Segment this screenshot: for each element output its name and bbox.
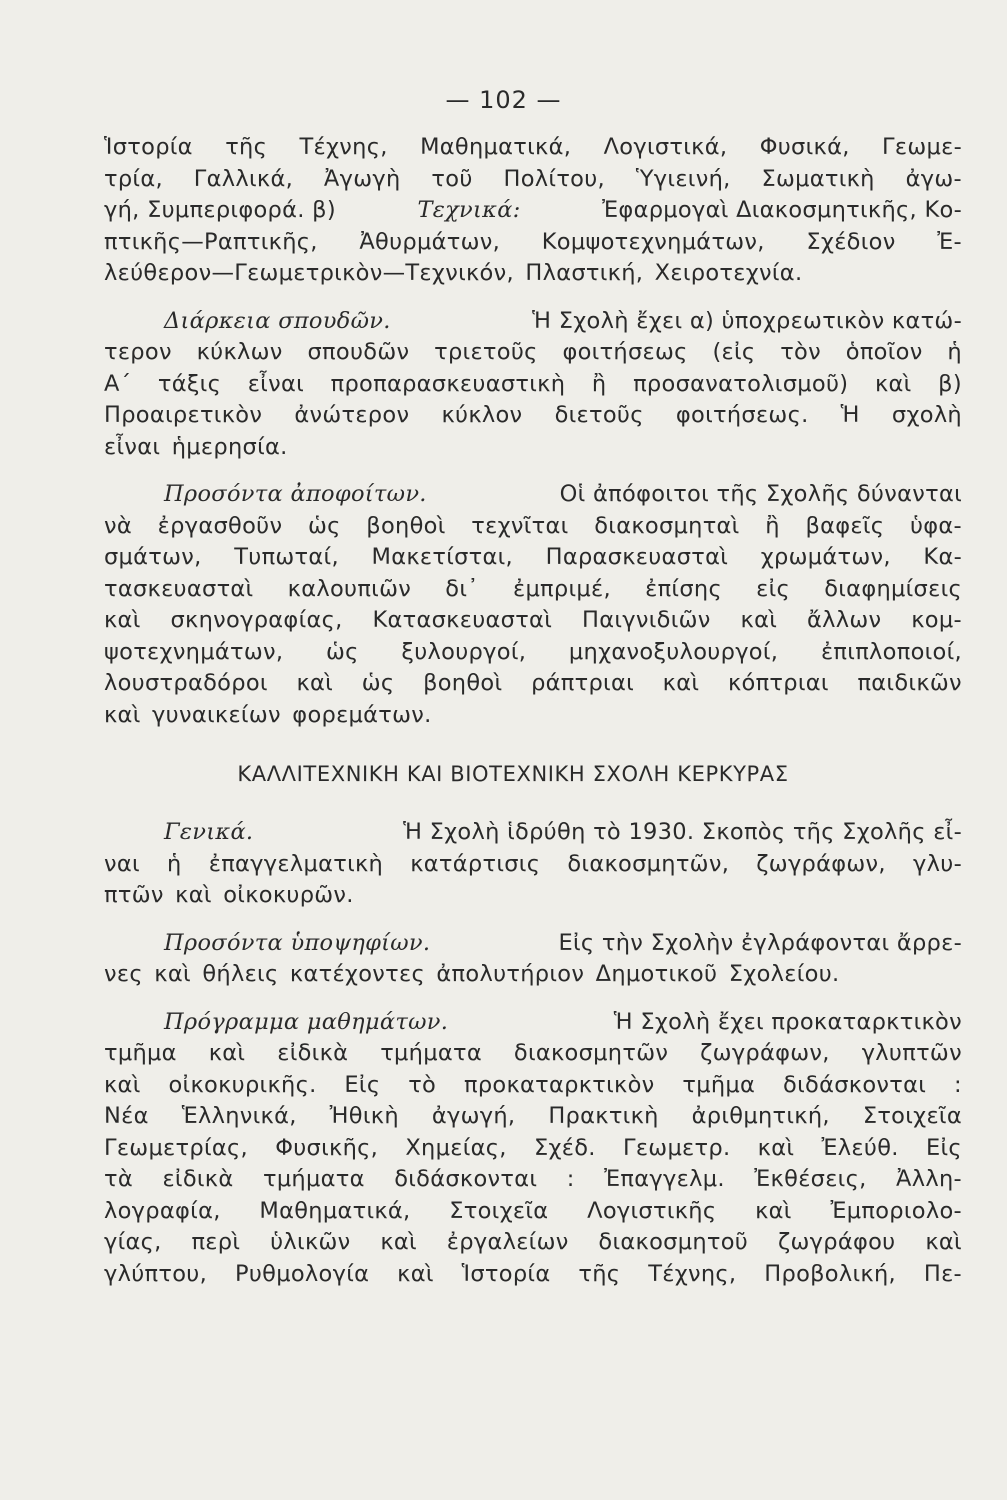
word: ἀγωγή, [431,1103,516,1129]
text-line [104,1101,962,1133]
word: ἄλλων [807,607,882,633]
word: κύκλον [441,402,523,428]
text-line [104,817,962,849]
text-line: πτῶν καὶ οἰκοκυρῶν. [104,882,354,908]
word: εἰδικὰ [277,1040,349,1066]
word: φοιτήσεως. [675,402,809,428]
text-line [104,195,962,227]
text-fragment: Οἱ ἀπόφοιτοι τῆς Σχολῆς δύνανται [559,481,962,507]
word: Ὑγιεινή, [635,165,731,192]
word: καὶ [662,670,700,696]
text-fragment: Ἐφαρμογαὶ Διακοσμητικῆς, Κο- [602,197,962,223]
word: β) [938,370,962,397]
word: Λογιστικῆς [587,1197,717,1224]
text-line: λεύθερον—Γεωμετρικὸν—Τεχνικόν, Πλαστική, Χειροτεχνία. [104,260,803,286]
word: κόπτριαι [727,670,829,696]
word: εἰς [756,575,791,602]
word: τὸν [780,339,821,365]
word: Χημείας, [405,1134,507,1161]
word: τῆς [578,1260,621,1287]
word: Ἡ [840,402,860,428]
word: ἡ [947,339,962,365]
text-line [104,1259,962,1291]
word: Γεωμετρίας, [104,1134,248,1161]
word: Τυπωταί, [234,544,339,570]
text-fragment: Εἰς τὴν Σχολὴν ἐγλράφονται ἄρρε- [558,929,962,956]
word: Ἐπαγγελμ. [604,1166,725,1192]
word: Νέα [104,1103,149,1129]
word: ἀγω- [905,165,962,192]
text-line [104,337,962,369]
paragraph-heading: Γενικά. [164,819,254,845]
word: Ἀλλη- [896,1166,962,1192]
paragraph-candidate-qualifications [104,928,962,991]
text-line: νες καὶ θήλεις κατέχοντες ἀπολυτήριον Δημοτικοῦ Σχολείου. [104,961,840,987]
word: διδάσκονται [394,1166,538,1192]
word: πτικῆς—Ραπτικῆς, [104,228,318,255]
word: ἀριθμητική, [691,1103,830,1129]
word: σκηνογραφίας, [170,607,343,633]
word: τμῆμα [104,1040,177,1066]
word: : [954,1071,962,1098]
word: λουστραδόροι [104,670,268,696]
word: ὁποῖον [845,339,923,365]
word: τασκευασταὶ [104,575,254,602]
word: διαφημίσεις [824,575,962,602]
word: Προαιρετικὸν [104,402,263,428]
word: Μαθηματικά, [259,1197,411,1224]
word: Ἑλληνικά, [181,1103,297,1129]
text-line [104,164,962,196]
word: τρία, [104,165,163,192]
text-line [104,1227,962,1259]
word: Πε- [923,1260,962,1287]
word: καὶ [208,1040,246,1066]
word: Παιγνιδιῶν [581,607,711,633]
paragraph-curriculum [104,1007,962,1291]
word: διακοσμητοῦ [598,1229,749,1255]
word: ἐπαγγελματικὴ [208,850,384,877]
word: βοηθοὶ [366,512,446,539]
word: Ἱστορία [461,1260,551,1287]
word: ὡς [326,638,359,665]
text-line [104,400,962,432]
word: Ἐμποριολο- [830,1197,962,1224]
word: διακοσμητῶν [513,1040,669,1066]
paragraph-subjects [104,132,962,290]
word: χρωμάτων, [760,544,891,570]
paragraph-graduate-qualifications [104,479,962,731]
word: λογραφία, [104,1197,221,1224]
text-line: καὶ γυναικείων φορεμάτων. [104,701,432,728]
word: Στοιχεῖα [449,1197,549,1224]
text-line [104,1133,962,1165]
text-line [104,132,962,164]
word: ζωγράφου [777,1229,896,1255]
word: δι᾽ [445,575,479,602]
word: Α΄ [104,370,132,397]
word: Γαλλικά, [193,165,294,192]
word: διετοῦς [554,402,644,428]
text-line [104,605,962,637]
word: Λογιστικά, [603,134,728,160]
text-fragment: Ἡ Σχολὴ ἔχει α) ὑποχρεωτικὸν κατώ- [532,307,962,334]
word: Σχέδιον [806,228,896,255]
word: Σχέδ. [533,1134,596,1161]
word: ράπτριαι [531,670,635,696]
word: ναι [104,850,140,877]
word: Ἱστορία [104,134,193,160]
word: καὶ [397,1260,434,1287]
word: Ἐ- [937,228,962,255]
word: Ἐλεύθ. [821,1134,899,1161]
word: ἐπίσης [645,575,722,602]
word: καὶ [380,1229,417,1255]
word: τμήματα [380,1040,482,1066]
word: Εἰς [925,1134,962,1161]
word: (εἰς [712,339,756,365]
word: ἀνώτερον [294,402,410,428]
word: Ἐκθέσεις, [754,1166,867,1192]
word: ἐργαλείων [446,1229,569,1255]
word: ζωγράφων, [700,1040,830,1066]
word: Μαθηματικά, [420,134,572,160]
text-line [104,542,962,574]
word: καὶ [296,670,334,696]
word: ἡ [167,850,182,877]
word: ἐπιπλοποιοί, [820,638,962,665]
word: βαφεῖς [805,512,885,539]
word: ὡς [307,512,341,539]
paragraph-heading: Διάρκεια σπουδῶν. [164,307,391,334]
word: γλύπτου, [104,1260,208,1287]
body-text [104,132,962,1290]
text-line [104,1164,962,1196]
text-line [104,637,962,669]
word: διακοσμηταὶ [594,512,740,539]
word: ἢ [765,512,780,539]
word: προπαρασκευαστικὴ [330,370,566,397]
text-fragment: γή, Συμπεριφορά. β) [104,197,336,223]
paragraph-heading: Προσόντα ὑποψηφίων. [164,929,431,956]
word: Τέχνης, [648,1260,737,1287]
word: τάξις [157,370,222,397]
word: νὰ [104,512,132,539]
word: Φυσικῆς, [275,1134,379,1161]
word: Κομψοτεχνημάτων, [541,228,765,255]
text-line [104,849,962,881]
word: καὶ [925,1229,962,1255]
page-number: — 102 — [445,86,562,114]
word: καὶ [104,1071,141,1098]
word: ψοτεχνημάτων, [104,638,284,665]
word: καλουπιῶν [287,575,412,602]
word: οἰκοκυρικῆς. [168,1071,317,1098]
word: καὶ [104,607,141,633]
word: Τέχνης, [299,134,388,160]
text-fragment: Ἡ Σχολὴ ἱδρύθη τὸ 1930. Σκοπὸς τῆς Σχολῆς εἶ- [403,819,962,845]
word: μηχανοξυλουργοί, [568,638,779,665]
word: τμήματα [262,1166,365,1192]
word: καὶ [755,1197,792,1224]
word: Φυσικά, [759,134,850,160]
word: κατάρτισις [410,850,541,877]
paragraph-heading: Προσόντα ἀποφοίτων. [164,481,427,507]
word: τὰ [104,1166,133,1192]
word: Ἀθυρμάτων, [359,228,501,255]
word: καὶ [740,607,778,633]
word: Πρακτικὴ [548,1103,659,1129]
word: σχολὴ [891,402,962,428]
word: ἐμπριμέ, [512,575,611,602]
word: προκαταρκτικὸν [463,1071,655,1098]
text-fragment: Ἡ Σχολὴ ἔχει προκαταρκτικὸν [613,1008,962,1035]
word: ὑλικῶν [270,1229,351,1255]
word: γλυ- [913,850,962,877]
word: Ἀγωγὴ [323,165,401,192]
inline-italic-term: Τεχνικά: [417,197,521,223]
word: τριετοῦς [434,339,538,365]
text-line [104,227,962,259]
word: καὶ [874,370,912,397]
paragraph-duration [104,306,962,464]
word: Γεωμετρ. [623,1134,731,1161]
word: διδάσκονται [783,1071,927,1098]
word: γλυπτῶν [861,1040,962,1066]
word: παιδικῶν [857,670,962,696]
text-line [104,306,962,338]
word: διακοσμητῶν, [567,850,730,877]
word: σπουδῶν [307,339,410,365]
word: τὸ [408,1071,437,1098]
text-line [104,928,962,960]
word: εἰδικὰ [162,1166,234,1192]
word: Κατασκευασταὶ [372,607,553,633]
text-line [104,1038,962,1070]
word: τοῦ [431,165,473,192]
word: Πολίτου, [503,165,605,192]
word: περὶ [191,1229,241,1255]
word: Κα- [923,544,962,570]
word: κύκλων [196,339,283,365]
section-heading: ΚΑΛΛΙΤΕΧΝΙΚΗ ΚΑΙ ΒΙΟΤΕΧΝΙΚΗ ΣΧΟΛΗ ΚΕΡΚΥΡΑΣ [237,762,789,786]
word: τμῆμα [682,1071,756,1098]
word: γίας, [104,1229,162,1255]
word: βοηθοὶ [423,670,503,696]
word: Στοιχεῖα [862,1103,962,1129]
text-line: εἶναι ἡμερησία. [104,433,288,460]
word: τῆς [225,134,268,160]
word: εἶναι [247,370,305,397]
word: κομ- [911,607,962,633]
text-line [104,1007,962,1039]
text-line [104,1070,962,1102]
word: Ρυθμολογία [234,1260,370,1287]
word: Εἰς [344,1071,381,1098]
word: ζωγράφων, [756,850,886,877]
word: Προβολική, [764,1260,896,1287]
word: ὑφα- [909,512,962,539]
word: Ἠθικὴ [329,1103,399,1129]
word: προσανατολισμοῦ) [633,370,849,397]
word: ἐργασθοῦν [157,512,283,539]
word: ἢ [591,370,607,397]
paragraph-heading: Πρόγραμμα μαθημάτων. [164,1008,449,1035]
text-line [104,1196,962,1228]
word: καὶ [757,1134,795,1161]
paragraph-general [104,817,962,912]
word: Παρασκευασταὶ [545,544,729,570]
word: : [566,1166,575,1192]
word: Σωματικὴ [761,165,875,192]
text-line [104,668,962,700]
word: σμάτων, [104,544,202,570]
text-line [104,511,962,543]
text-line [104,574,962,606]
word: φοιτήσεως [562,339,688,365]
word: τερον [104,339,172,365]
word: τεχνῖται [471,512,569,539]
word: Γεωμε- [882,134,962,160]
word: ξυλουργοί, [401,638,527,665]
text-line [104,479,962,511]
word: Μακετίσται, [371,544,514,570]
word: ὡς [361,670,395,696]
text-line [104,369,962,401]
